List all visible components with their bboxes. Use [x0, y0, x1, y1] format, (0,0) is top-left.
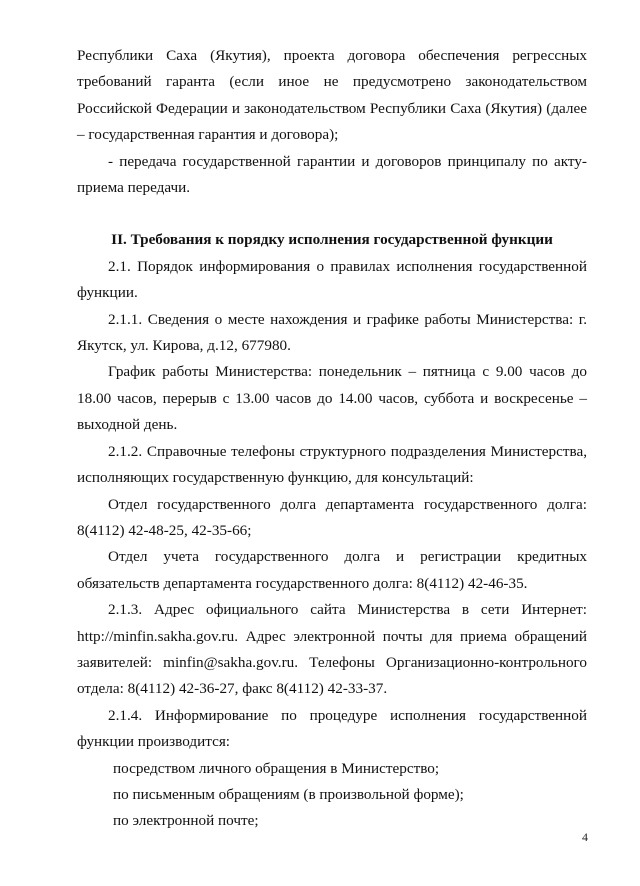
section-heading: II. Требования к порядку исполнения государственной функции: [111, 231, 553, 249]
paragraph-2-1-3: 2.1.3. Адрес официального сайта Министерства в сети Интернет: http://minfin.sakha.gov.ru. Адрес электронной почты для приема обращений заявителей: minfin@sakha.gov.ru. Телефоны Организационно-контрольного отдела: 8(4112) 42-36-27, факс 8(4112) 42-33-37.: [77, 601, 587, 698]
page-number: 4: [582, 830, 588, 844]
paragraph-2-1: 2.1. Порядок информирования о правилах исполнения государственной функции.: [77, 257, 587, 302]
document-body: [77, 43, 587, 835]
paragraph-2-1-2: 2.1.2. Справочные телефоны структурного подразделения Министерства, исполняющих государственную функцию, для консультаций:: [77, 442, 587, 487]
paragraph-guarantee-continuation: Республики Саха (Якутия), проекта договора обеспечения регрессных требований гаранта (если иное не предусмотрено законодательством Российской Федерации и законодательством Республики Саха (Якутия) (далее – государственная гарантия и договора);: [77, 47, 587, 144]
paragraph-2-1-4: 2.1.4. Информирование по процедуре исполнения государственной функции производится:: [77, 706, 587, 751]
paragraph-debt-department-phones: Отдел государственного долга департамента государственного долга: 8(4112) 42-48-25, 42-35-66;: [77, 495, 587, 539]
paragraph-credit-registration-phones: Отдел учета государственного долга и регистрации кредитных обязательств департамента государственного долга: 8(4112) 42-46-35.: [77, 548, 587, 592]
list-item-personal-visit: посредством личного обращения в Министерство;: [113, 759, 440, 777]
paragraph-work-schedule: График работы Министерства: понедельник – пятница с 9.00 часов до 18.00 часов, перерыв с 13.00 часов до 14.00 часов, суббота и воскресенье – выходной день.: [77, 363, 587, 434]
section-spacer: [77, 201, 587, 227]
list-item-email: по электронной почте;: [113, 812, 259, 830]
paragraph-transfer-of-guarantee: - передача государственной гарантии и договоров принципалу по акту-приема передачи.: [77, 152, 587, 197]
list-item-written-request: по письменным обращениям (в произвольной форме);: [113, 785, 464, 803]
paragraph-2-1-1: 2.1.1. Сведения о месте нахождения и графике работы Министерства: г. Якутск, ул. Кирова, д.12, 677980.: [77, 310, 587, 355]
